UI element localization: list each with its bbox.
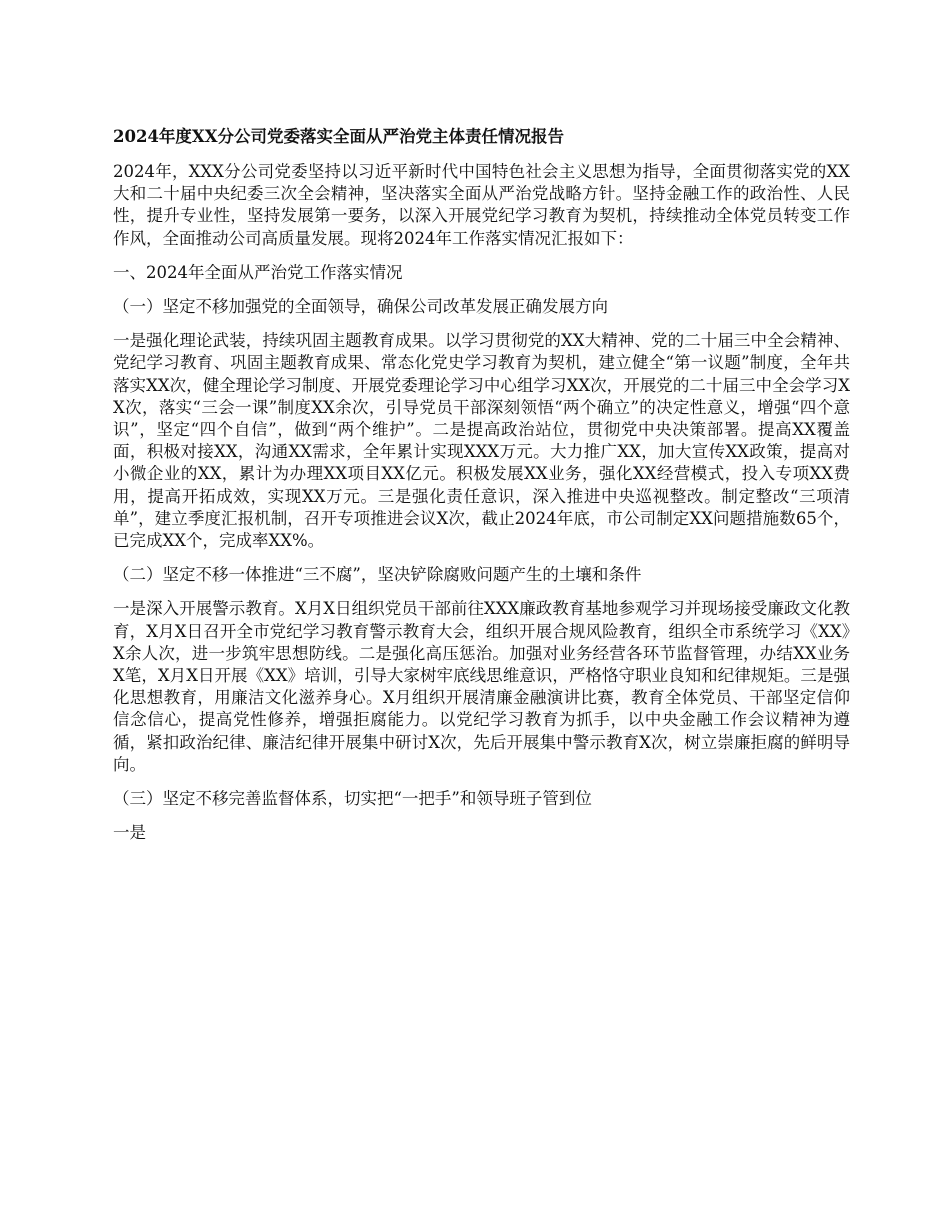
document-title: 2024年度XX分公司党委落实全面从严治党主体责任情况报告 (113, 127, 565, 146)
intro-paragraph: 2024年，XXX分公司党委坚持以习近平新时代中国特色社会主义思想为指导，全面贯彻落实党的XX大和二十届中央纪委三次全会精神，坚决落实全面从严治党战略方针。坚持金融工作的政治性、人民性，提升专业性，坚持发展第一要务，以深入开展党纪学习教育为契机，持续推动全体党员转变工作作风，全面推动公司高质量发展。现将2024年工作落实情况汇报如下： (113, 162, 850, 248)
subsection-heading-3: （三）坚定不移完善监督体系，切实把“一把手”和领导班子管到位 (113, 789, 592, 809)
document-page (113, 126, 850, 856)
subsection-heading-2: （二）坚定不移一体推进“三不腐”，坚决铲除腐败问题产生的土壤和条件 (113, 565, 642, 585)
subsection-body-1: 一是强化理论武装，持续巩固主题教育成果。以学习贯彻党的XX大精神、党的二十届三中全会精神、党纪学习教育、巩固主题教育成果、常态化党史学习教育为契机，建立健全“第一议题”制度，全年共落实XX次，健全理论学习制度、开展党委理论学习中心组学习XX次，开展党的二十届三中全会学习XX次，落实“三会一课”制度XX余次，引导党员干部深刻领悟“两个确立”的决定性意义，增强“四个意识”，坚定“四个自信”，做到“两个维护”。二是提高政治站位，贯彻党中央决策部署。提高XX覆盖面，积极对接XX，沟通XX需求，全年累计实现XXX万元。大力推广XX，加大宣传XX政策，提高对小微企业的XX，累计为办理XX项目XX亿元。积极发展XX业务，强化XX经营模式，投入专项XX费用，提高开拓成效，实现XX万元。三是强化责任意识，深入推进中央巡视整改。制定整改“三项清单”，建立季度汇报机制，召开专项推进会议X次，截止2024年底，市公司制定XX问题措施数65个，已完成XX个，完成率XX%。 (113, 331, 850, 551)
subsection-heading-1: （一）坚定不移加强党的全面领导，确保公司改革发展正确发展方向 (113, 297, 608, 317)
subsection-body-2: 一是深入开展警示教育。X月X日组织党员干部前往XXX廉政教育基地参观学习并现场接受廉政文化教育，X月X日召开全市党纪学习教育警示教育大会，组织开展合规风险教育，组织全市系统学习《XX》X余人次，进一步筑牢思想防线。二是强化高压惩治。加强对业务经营各环节监督管理，办结XX业务X笔，X月X日开展《XX》培训，引导大家树牢底线思维意识，严格恪守职业良知和纪律规矩。三是强化思想教育，用廉洁文化滋养身心。X月组织开展清廉金融演讲比赛，教育全体党员、干部坚定信仰信念信心，提高党性修养，增强拒腐能力。以党纪学习教育为抓手，以中央金融工作会议精神为遵循，紧扣政治纪律、廉洁纪律开展集中研讨X次，先后开展集中警示教育X次，树立崇廉拒腐的鲜明导向。 (113, 599, 850, 774)
subsection-body-3: 一是 (113, 823, 146, 843)
section-heading-1: 一、2024年全面从严治党工作落实情况 (113, 262, 403, 282)
